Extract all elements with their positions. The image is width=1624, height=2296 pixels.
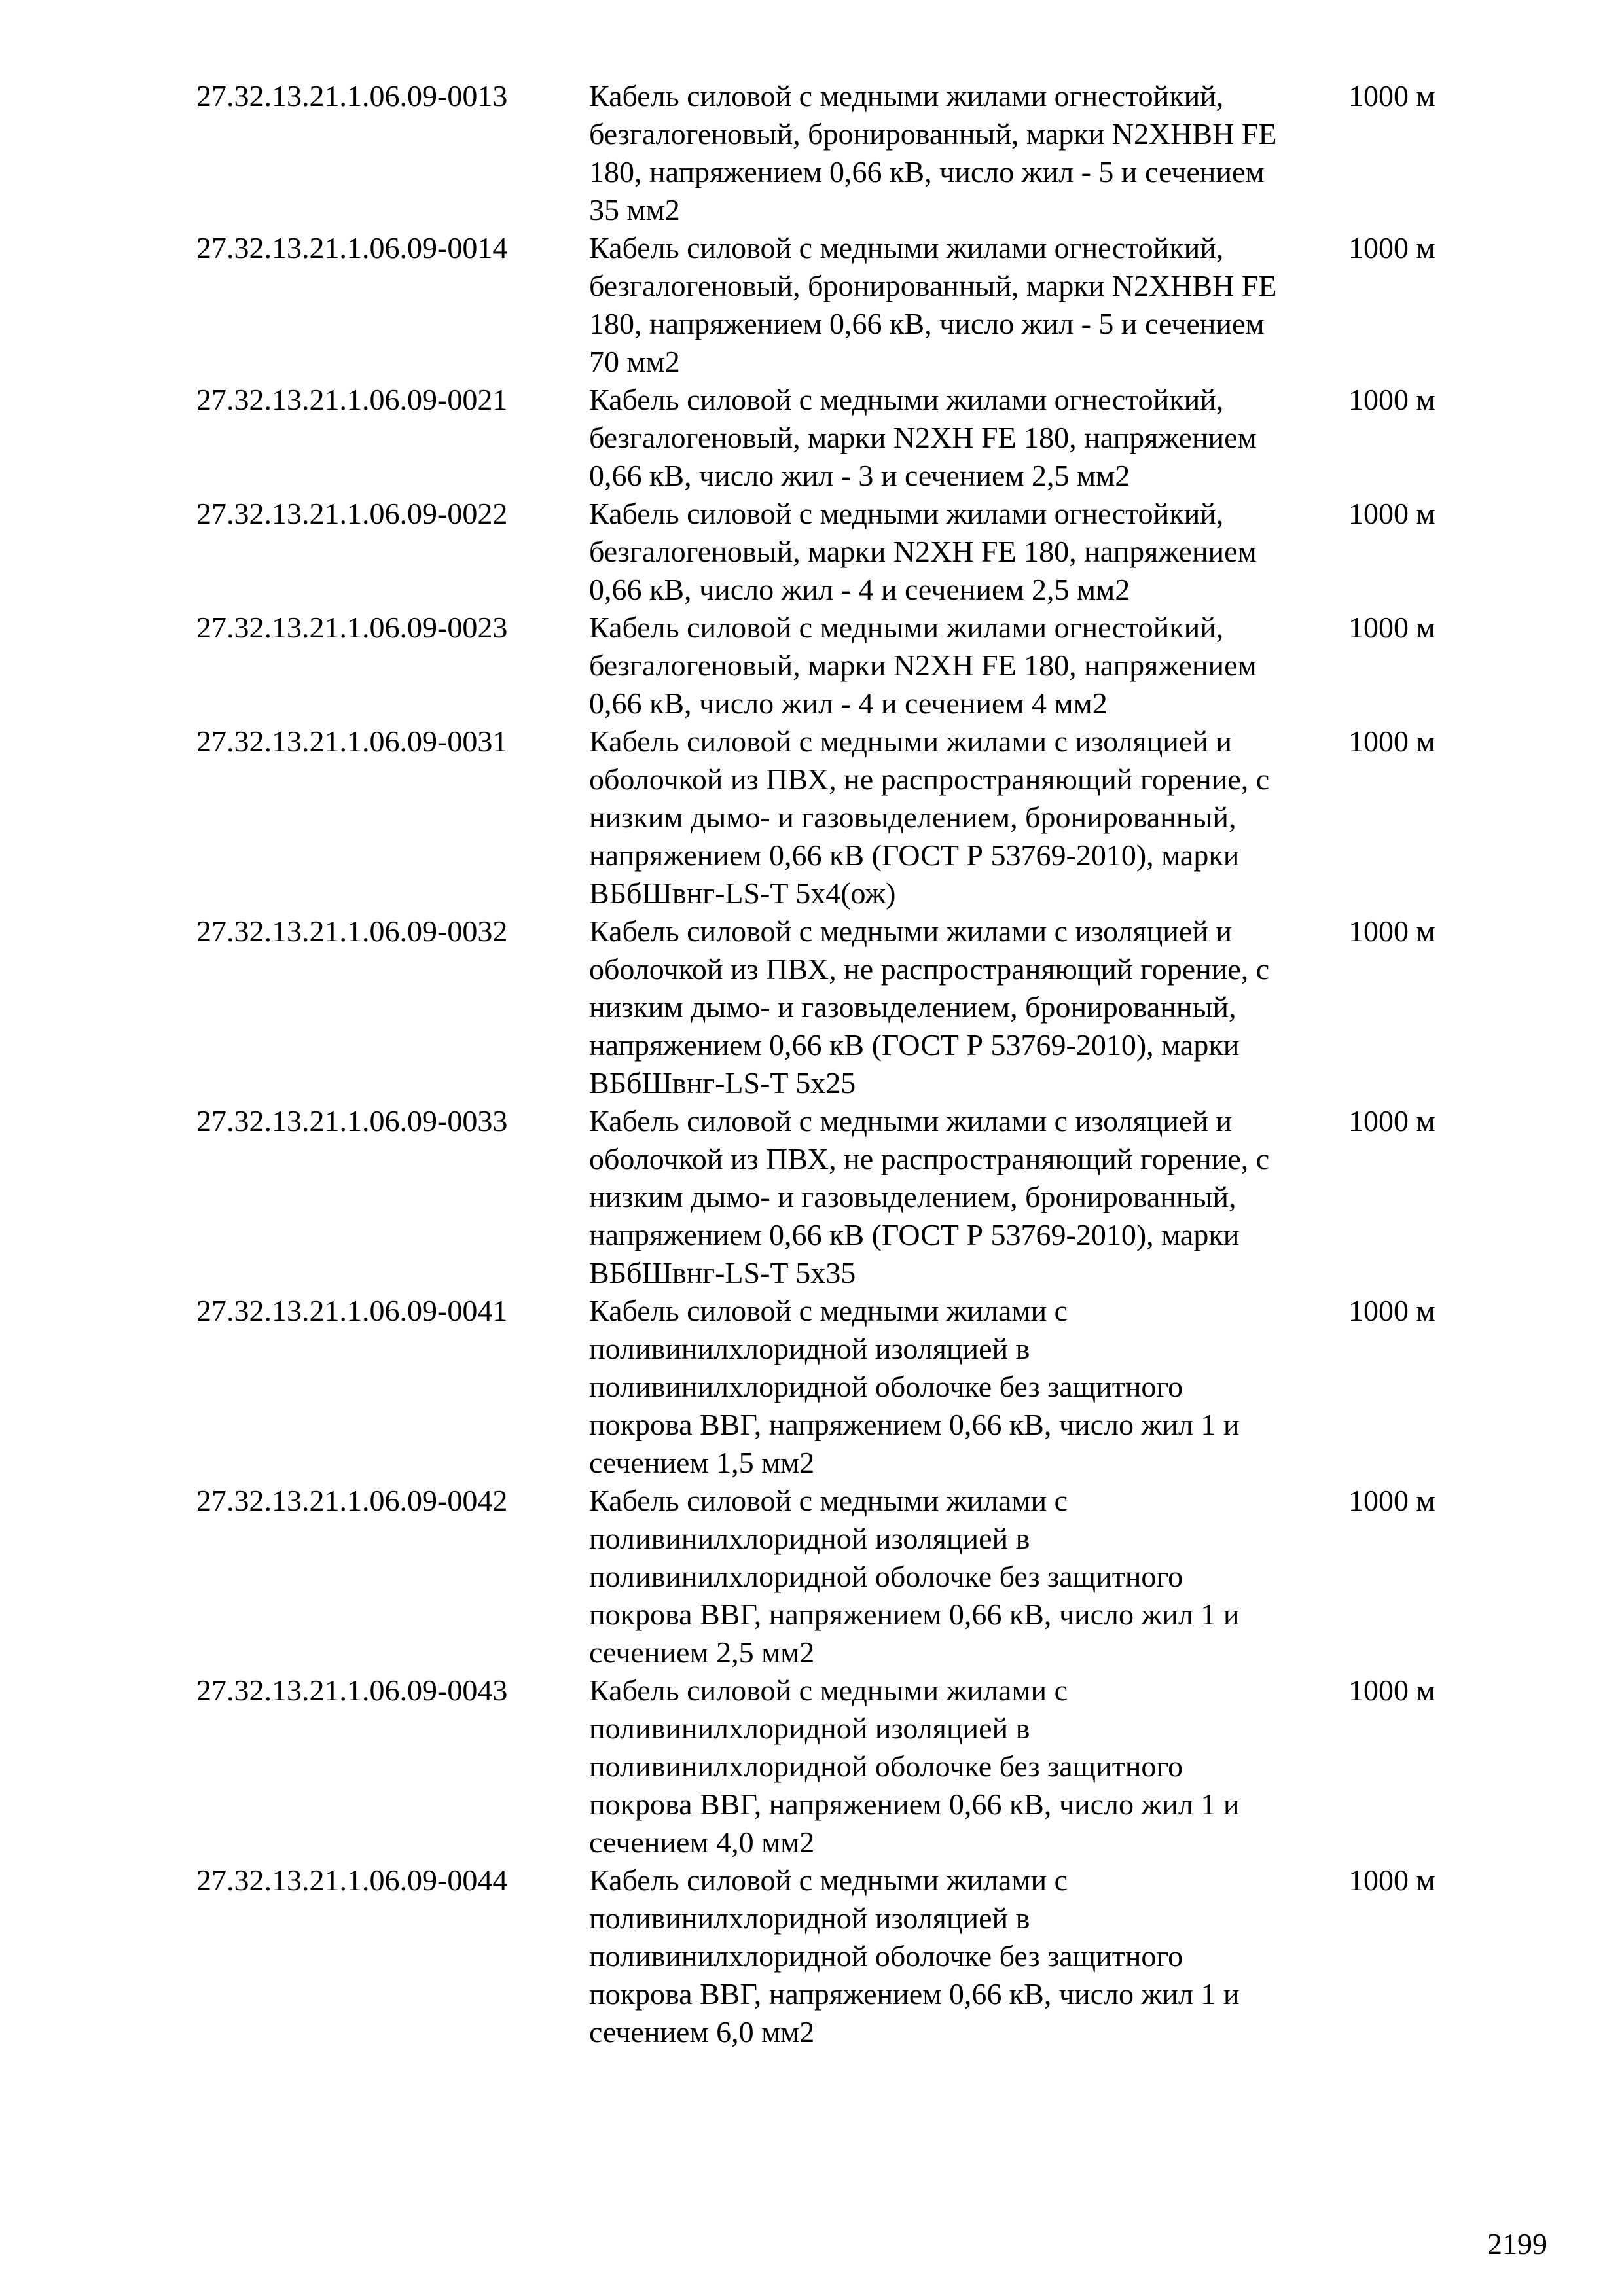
resource-unit: 1000 м [1348, 611, 1435, 644]
table-row [196, 1102, 1492, 1292]
resource-description [589, 723, 1348, 912]
description-line: сечением 6,0 мм2 [589, 2015, 815, 2049]
description-line: ВБбШвнг-LS-T 5х35 [589, 1256, 856, 1289]
table-row [196, 1292, 1492, 1482]
resource-description [589, 609, 1348, 723]
description-line: покрова ВВГ, напряжением 0,66 кВ, число жил 1 и [589, 1408, 1240, 1441]
resource-unit: 1000 м [1348, 914, 1435, 948]
resource-code: 27.32.13.21.1.06.09-0014 [196, 231, 508, 264]
description-line: покрова ВВГ, напряжением 0,66 кВ, число жил 1 и [589, 1787, 1240, 1821]
description-line: поливинилхлоридной изоляцией в [589, 1901, 1030, 1935]
description-line: покрова ВВГ, напряжением 0,66 кВ, число жил 1 и [589, 1977, 1240, 2011]
description-line: низким дымо- и газовыделением, бронированный, [589, 800, 1236, 834]
description-line: безгалогеновый, марки N2XH FE 180, напряжением [589, 421, 1257, 454]
description-line: Кабель силовой с медными жилами с изоляцией и [589, 914, 1232, 948]
description-line: поливинилхлоридной оболочке без защитного [589, 1749, 1183, 1783]
table-row [196, 1672, 1492, 1861]
table-row [196, 77, 1492, 229]
resource-description [589, 77, 1348, 229]
description-line: поливинилхлоридной оболочке без защитного [589, 1939, 1183, 1973]
description-line: напряжением 0,66 кВ (ГОСТ Р 53769-2010), марки [589, 838, 1240, 872]
table-row [196, 229, 1492, 381]
resource-code: 27.32.13.21.1.06.09-0013 [196, 79, 508, 113]
description-line: Кабель силовой с медными жилами с изоляцией и [589, 1104, 1232, 1138]
table-row [196, 723, 1492, 912]
description-line: сечением 1,5 мм2 [589, 1446, 815, 1479]
table-row [196, 1861, 1492, 2051]
resource-description [589, 1482, 1348, 1672]
description-line: безгалогеновый, бронированный, марки N2XHBH FE [589, 117, 1277, 151]
resource-description [589, 1672, 1348, 1861]
description-line: оболочкой из ПВХ, не распространяющий горение, с [589, 952, 1270, 986]
resource-unit: 1000 м [1348, 231, 1435, 264]
table-row [196, 1482, 1492, 1672]
resource-code: 27.32.13.21.1.06.09-0031 [196, 725, 508, 758]
description-line: Кабель силовой с медными жилами огнестойкий, [589, 79, 1224, 113]
description-line: напряжением 0,66 кВ (ГОСТ Р 53769-2010), марки [589, 1028, 1240, 1062]
description-line: сечением 2,5 мм2 [589, 1636, 815, 1669]
description-line: оболочкой из ПВХ, не распространяющий горение, с [589, 762, 1270, 796]
resource-description [589, 1292, 1348, 1482]
description-line: 70 мм2 [589, 345, 680, 378]
description-line: Кабель силовой с медными жилами с изоляцией и [589, 725, 1232, 758]
table-row [196, 609, 1492, 723]
resource-unit: 1000 м [1348, 497, 1435, 530]
resource-description [589, 495, 1348, 609]
resource-unit: 1000 м [1348, 1294, 1435, 1327]
description-line: 35 мм2 [589, 193, 680, 226]
resource-table [196, 77, 1492, 2051]
description-line: Кабель силовой с медными жилами огнестойкий, [589, 383, 1224, 416]
description-line: ВБбШвнг-LS-T 5х4(ож) [589, 876, 896, 910]
table-row [196, 495, 1492, 609]
resource-code: 27.32.13.21.1.06.09-0022 [196, 497, 508, 530]
resource-code: 27.32.13.21.1.06.09-0032 [196, 914, 508, 948]
resource-code: 27.32.13.21.1.06.09-0021 [196, 383, 508, 416]
description-line: 0,66 кВ, число жил - 4 и сечением 2,5 мм2 [589, 573, 1130, 606]
description-line: безгалогеновый, марки N2XH FE 180, напряжением [589, 535, 1257, 568]
description-line: безгалогеновый, марки N2XH FE 180, напряжением [589, 649, 1257, 682]
description-line: поливинилхлоридной изоляцией в [589, 1712, 1030, 1745]
description-line: 0,66 кВ, число жил - 3 и сечением 2,5 мм2 [589, 459, 1130, 492]
description-line: поливинилхлоридной оболочке без защитного [589, 1370, 1183, 1403]
resource-code: 27.32.13.21.1.06.09-0023 [196, 611, 508, 644]
description-line: 0,66 кВ, число жил - 4 и сечением 4 мм2 [589, 687, 1108, 720]
description-line: Кабель силовой с медными жилами с [589, 1863, 1068, 1897]
description-line: Кабель силовой с медными жилами с [589, 1674, 1068, 1707]
page-number: 2199 [1487, 2227, 1547, 2261]
description-line: напряжением 0,66 кВ (ГОСТ Р 53769-2010), марки [589, 1218, 1240, 1251]
resource-unit: 1000 м [1348, 383, 1435, 416]
description-line: 180, напряжением 0,66 кВ, число жил - 5 и сечением [589, 155, 1265, 188]
resource-unit: 1000 м [1348, 1104, 1435, 1138]
description-line: Кабель силовой с медными жилами огнестойкий, [589, 611, 1224, 644]
resource-unit: 1000 м [1348, 1484, 1435, 1517]
description-line: Кабель силовой с медными жилами огнестойкий, [589, 231, 1224, 264]
description-line: Кабель силовой с медными жилами с [589, 1294, 1068, 1327]
resource-unit: 1000 м [1348, 79, 1435, 113]
description-line: поливинилхлоридной изоляцией в [589, 1332, 1030, 1365]
description-line: безгалогеновый, бронированный, марки N2XHBH FE [589, 269, 1277, 302]
resource-description [589, 912, 1348, 1102]
resource-code: 27.32.13.21.1.06.09-0033 [196, 1104, 508, 1138]
description-line: 180, напряжением 0,66 кВ, число жил - 5 и сечением [589, 307, 1265, 340]
table-row [196, 381, 1492, 495]
resource-unit: 1000 м [1348, 1863, 1435, 1897]
resource-code: 27.32.13.21.1.06.09-0041 [196, 1294, 508, 1327]
description-line: Кабель силовой с медными жилами с [589, 1484, 1068, 1517]
description-line: сечением 4,0 мм2 [589, 1825, 815, 1859]
resource-description [589, 381, 1348, 495]
resource-description [589, 1102, 1348, 1292]
resource-description [589, 1861, 1348, 2051]
description-line: оболочкой из ПВХ, не распространяющий горение, с [589, 1142, 1270, 1175]
description-line: ВБбШвнг-LS-T 5х25 [589, 1066, 856, 1100]
table-row [196, 912, 1492, 1102]
resource-code: 27.32.13.21.1.06.09-0043 [196, 1674, 508, 1707]
resource-code: 27.32.13.21.1.06.09-0044 [196, 1863, 508, 1897]
resource-code: 27.32.13.21.1.06.09-0042 [196, 1484, 508, 1517]
description-line: поливинилхлоридной оболочке без защитного [589, 1560, 1183, 1593]
description-line: покрова ВВГ, напряжением 0,66 кВ, число жил 1 и [589, 1598, 1240, 1631]
resource-unit: 1000 м [1348, 1674, 1435, 1707]
description-line: низким дымо- и газовыделением, бронированный, [589, 990, 1236, 1024]
description-line: поливинилхлоридной изоляцией в [589, 1522, 1030, 1555]
resource-description [589, 229, 1348, 381]
description-line: Кабель силовой с медными жилами огнестойкий, [589, 497, 1224, 530]
resource-unit: 1000 м [1348, 725, 1435, 758]
description-line: низким дымо- и газовыделением, бронированный, [589, 1180, 1236, 1213]
